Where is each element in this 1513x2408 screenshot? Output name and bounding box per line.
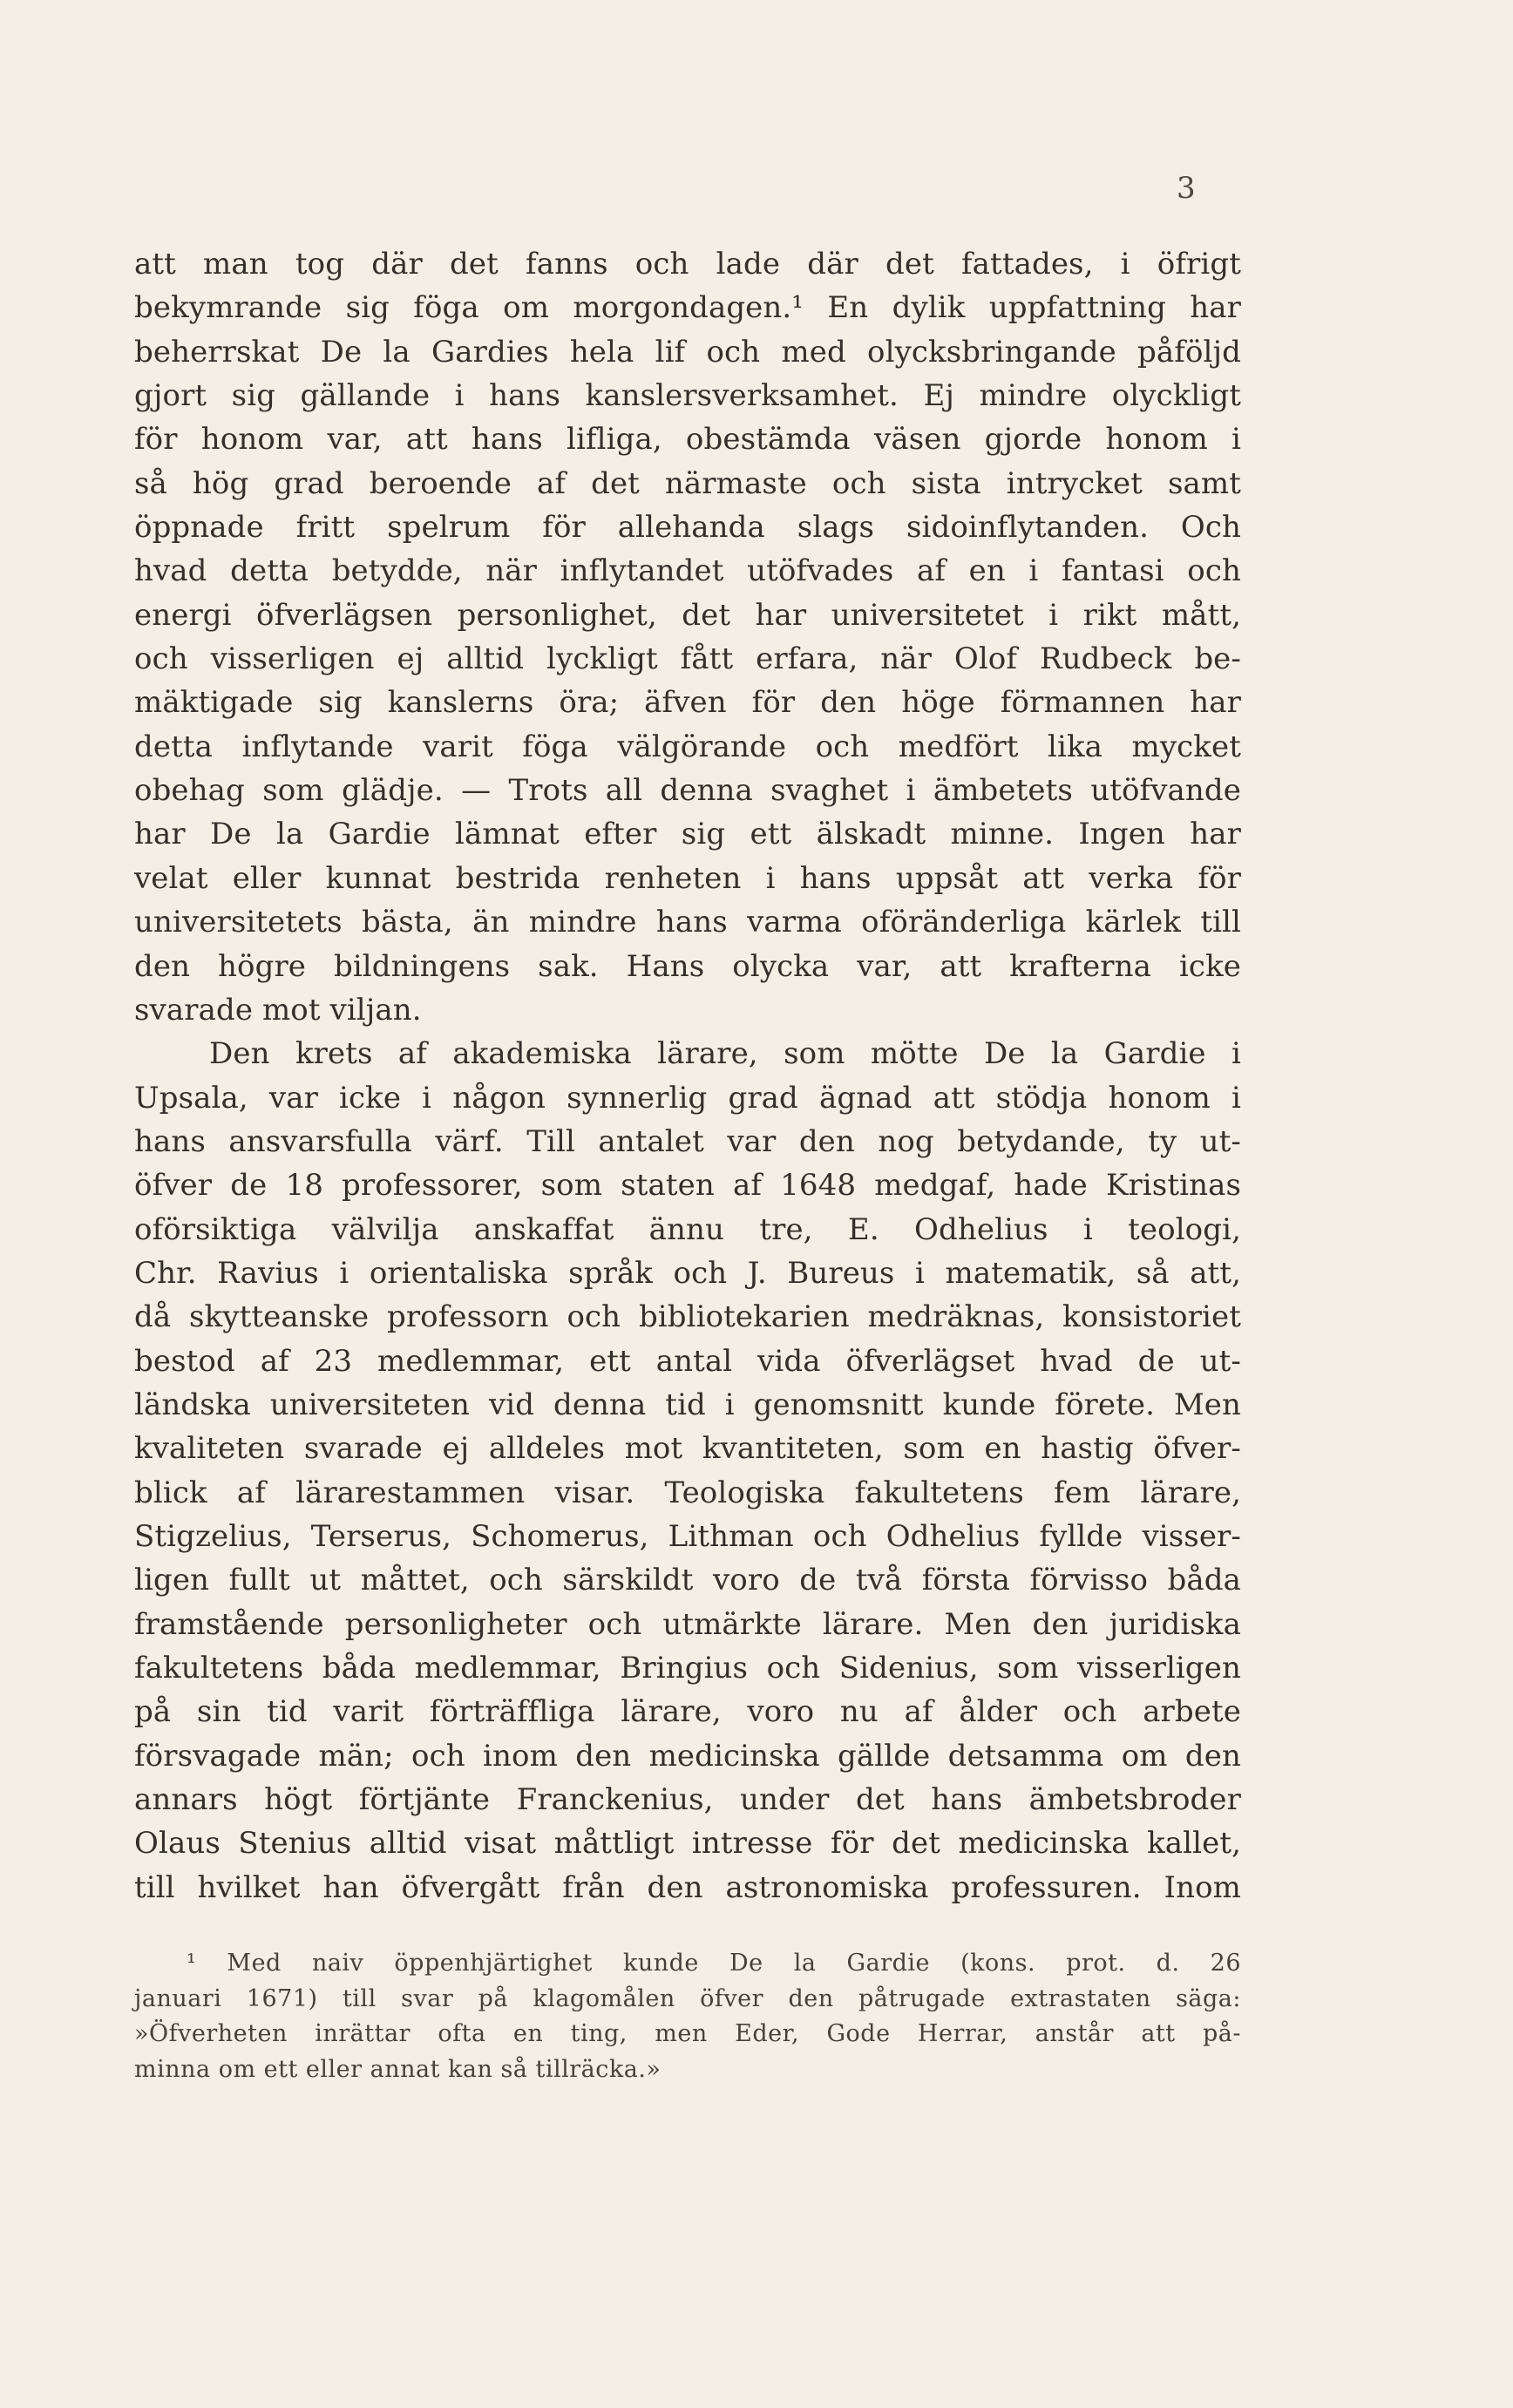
main-text	[134, 242, 1241, 1909]
text-line: så hög grad beroende af det närmaste och sista intrycket samt	[134, 465, 1241, 501]
paragraph	[134, 242, 1241, 1032]
text-line: Chr. Ravius i orientaliska språk och J. Bureus i matematik, så att,	[134, 1255, 1241, 1291]
text-line: och visserligen ej alltid lyckligt fått erfara, när Olof Rudbeck be-	[134, 641, 1241, 677]
text-line: hvad detta betydde, när inflytandet utöfvades af en i fantasi och	[134, 553, 1241, 589]
text-line: den högre bildningens sak. Hans olycka var, att krafterna icke	[134, 948, 1241, 984]
text-line: försvagade män; och inom den medicinska gällde detsamma om den	[134, 1738, 1241, 1774]
text-line: ländska universiteten vid denna tid i genomsnitt kunde förete. Men	[134, 1387, 1241, 1422]
text-line: Upsala, var icke i någon synnerlig grad ägnad att stödja honom i	[134, 1080, 1241, 1116]
text-line: detta inflytande varit föga välgörande och medfört lika mycket	[134, 729, 1241, 764]
text-line: hans ansvarsfulla värf. Till antalet var den nog betydande, ty ut-	[134, 1123, 1241, 1159]
text-line: till hvilket han öfvergått från den astronomiska professuren. Inom	[134, 1869, 1241, 1905]
text-line: öfver de 18 professorer, som staten af 1648 medgaf, hade Kristinas	[134, 1168, 1241, 1204]
text-line: kvaliteten svarade ej alldeles mot kvantiteten, som en hastig öfver-	[134, 1431, 1241, 1467]
text-line: beherrskat De la Gardies hela lif och med olycksbringande påföljd	[134, 334, 1241, 370]
text-line: då skytteanske professorn och bibliotekarien medräknas, konsistoriet	[134, 1299, 1241, 1335]
text-line: Stigzelius, Terserus, Schomerus, Lithman och Odhelius fyllde visser-	[134, 1518, 1241, 1554]
text-line: universitetets bästa, än mindre hans varma oföränderliga kärlek till	[134, 905, 1241, 940]
paragraph	[134, 1032, 1241, 1909]
text-line: Den krets af akademiska lärare, som mötte De la Gardie i	[209, 1036, 1241, 1072]
footnote-line: ¹ Med naiv öppenhjärtighet kunde De la Gardie (kons. prot. d. 26	[187, 1950, 1241, 1977]
footnote	[134, 1946, 1241, 2087]
text-line: gjort sig gällande i hans kanslersverksamhet. Ej mindre olyckligt	[134, 378, 1241, 414]
text-line: annars högt förtjänte Franckenius, under det hans ämbetsbroder	[134, 1782, 1241, 1818]
text-line: bestod af 23 medlemmar, ett antal vida öfverlägset hvad de ut-	[134, 1343, 1241, 1379]
text-line: ligen fullt ut måttet, och särskildt voro de två första förvisso båda	[134, 1563, 1241, 1598]
footnote-line: minna om ett eller annat kan så tillräcka.»	[134, 2055, 662, 2083]
text-line: obehag som glädje. — Trots all denna svaghet i ämbetets utöfvande	[134, 773, 1241, 809]
text-line: oförsiktiga välvilja anskaffat ännu tre, E. Odhelius i teologi,	[134, 1211, 1241, 1247]
text-line: har De la Gardie lämnat efter sig ett älskadt minne. Ingen har	[134, 817, 1241, 852]
footnote-separator	[134, 1924, 309, 1925]
text-line: svarade mot viljan.	[134, 992, 422, 1028]
text-line: på sin tid varit förträffliga lärare, voro nu af ålder och arbete	[134, 1694, 1241, 1730]
footnote-line: »Öfverheten inrättar ofta en ting, men Eder, Gode Herrar, anstår att på-	[134, 2020, 1241, 2047]
text-line: energi öfverlägsen personlighet, det har universitetet i rikt mått,	[134, 597, 1241, 633]
text-line: för honom var, att hans lifliga, obestämda väsen gjorde honom i	[134, 422, 1241, 458]
text-line: att man tog där det fanns och lade där det fattades, i öfrigt	[134, 247, 1241, 281]
text-line: fakultetens båda medlemmar, Bringius och Sidenius, som visserligen	[134, 1651, 1241, 1686]
footnote-line: januari 1671) till svar på klagomålen öfver den påtrugade extrastaten säga:	[134, 1984, 1241, 2012]
text-line: velat eller kunnat bestrida renheten i hans uppsåt att verka för	[134, 860, 1241, 896]
text-line: bekymrande sig föga om morgondagen.¹ En dylik uppfattning har	[134, 290, 1241, 326]
text-line: öppnade fritt spelrum för allehanda slags sidoinflytanden. Och	[134, 510, 1241, 546]
text-line: mäktigade sig kanslerns öra; äfven för den höge förmannen har	[134, 685, 1241, 721]
page-number: 3	[1177, 171, 1196, 206]
text-line: blick af lärarestammen visar. Teologiska fakultetens fem lärare,	[134, 1475, 1241, 1510]
text-line: Olaus Stenius alltid visat måttligt intresse för det medicinska kallet,	[134, 1826, 1241, 1862]
text-line: framstående personligheter och utmärkte lärare. Men den juridiska	[134, 1606, 1241, 1642]
